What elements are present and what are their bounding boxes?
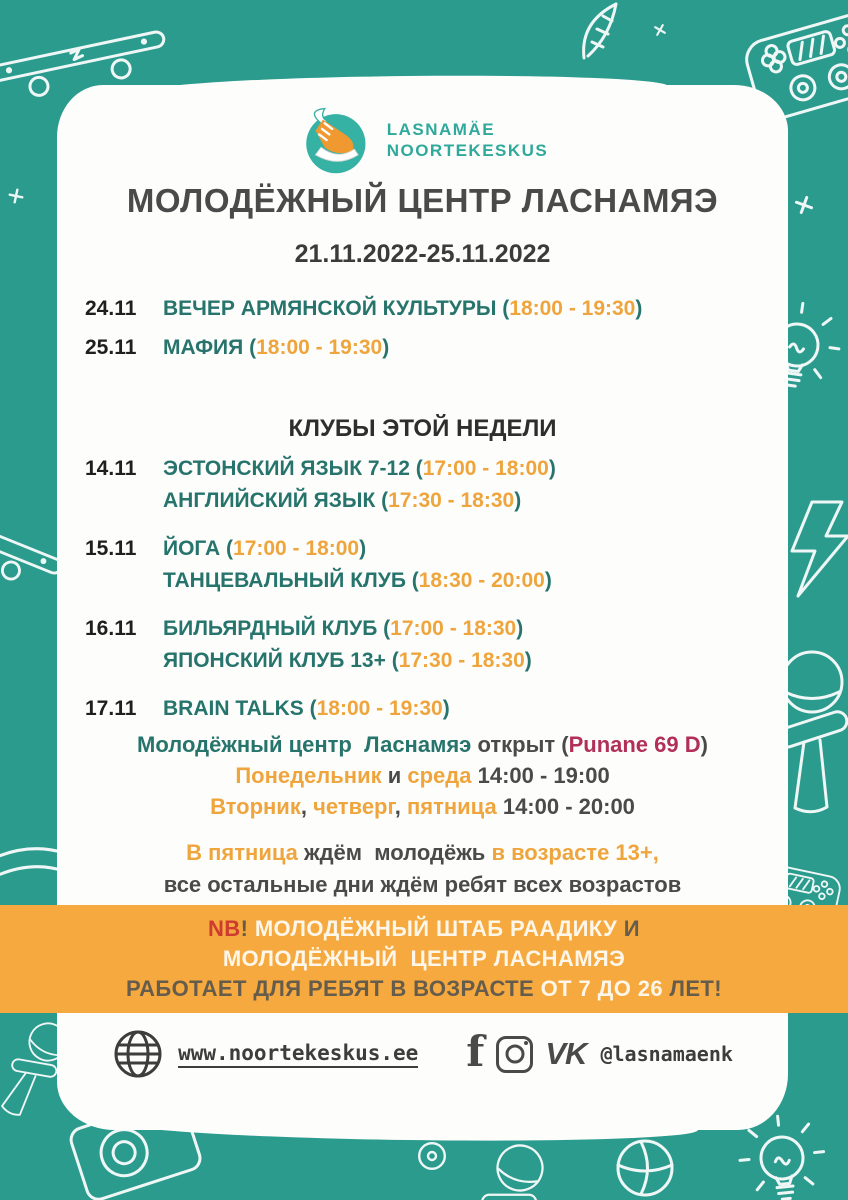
schedule-time: 18:00 - 19:30 [316, 697, 443, 720]
text-segment: среда [407, 763, 472, 788]
schedule-paren: ) [359, 537, 367, 560]
text-segment: и [381, 763, 408, 788]
schedule-paren: ( [226, 537, 234, 560]
schedule-time: 18:00 - 19:30 [256, 336, 383, 359]
schedule-title: ЙОГА [163, 537, 227, 560]
text-line [57, 760, 788, 791]
schedule-time: 17:30 - 18:30 [388, 489, 515, 512]
schedule-title: ЯПОНСКИЙ КЛУБ 13+ [163, 649, 392, 672]
text-segment: ждём молодёжь [297, 840, 492, 865]
basketball-doodle [618, 1141, 672, 1195]
sneaker-logo-icon [297, 103, 371, 177]
instagram-icon[interactable] [496, 1036, 533, 1073]
notice-banner [0, 905, 848, 1013]
schedule-paren: ) [516, 617, 524, 640]
age-note [57, 837, 788, 901]
text-line [57, 837, 788, 869]
schedule-entry [163, 293, 775, 325]
clubs-list [85, 453, 775, 725]
logo-line1: LASNAMÄE [386, 120, 496, 139]
logo [57, 103, 788, 177]
text-segment: ! [240, 916, 255, 941]
text-segment: открыт ( [471, 732, 569, 757]
schedule-title: ЭСТОНСКИЙ ЯЗЫК 7-12 [163, 457, 416, 480]
schedule-paren: ( [391, 649, 399, 672]
website-link[interactable]: www.noortekeskus.ee [178, 1041, 418, 1068]
text-segment: , [394, 794, 407, 819]
schedule-paren: ( [381, 489, 389, 512]
schedule-entry [163, 693, 775, 725]
schedule-date: 15.11 [85, 537, 137, 560]
social-icons [466, 1027, 587, 1076]
social-handle-link[interactable]: @lasnamaenk [600, 1042, 733, 1066]
schedule-paren: ( [249, 336, 257, 359]
text-line [57, 791, 788, 822]
schedule-row [85, 613, 775, 677]
schedule-time: 17:30 - 18:30 [398, 649, 525, 672]
opening-hours-info [57, 729, 788, 822]
schedule-row [85, 693, 775, 725]
schedule-paren: ) [514, 489, 522, 512]
clubs-section-heading: КЛУБЫ ЭТОЙ НЕДЕЛИ [288, 415, 557, 442]
text-line [0, 944, 848, 974]
schedule-title: ВЕЧЕР АРМЯНСКОЙ КУЛЬТУРЫ [163, 297, 503, 320]
schedule-paren: ( [309, 697, 317, 720]
schedule-time: 17:00 - 18:30 [390, 617, 517, 640]
text-segment: И [623, 916, 640, 941]
text-line [0, 914, 848, 944]
schedule-title: АНГЛИЙСКИЙ ЯЗЫК [163, 489, 382, 512]
text-segment: Вторник [210, 794, 301, 819]
page-title: МОЛОДЁЖНЫЙ ЦЕНТР ЛАСНАМЯЭ [126, 182, 719, 219]
schedule-time: 18:00 - 19:30 [509, 297, 636, 320]
schedule-time: 17:00 - 18:00 [233, 537, 360, 560]
text-segment: МОЛОДЁЖНЫЙ ШТАБ РААДИКУ [254, 916, 624, 941]
facebook-icon[interactable]: f [466, 1027, 485, 1076]
schedule-title: МАФИЯ [163, 336, 250, 359]
week-date-range: 21.11.2022-25.11.2022 [294, 240, 551, 268]
text-segment: РАБОТАЕТ ДЛЯ РЕБЯТ В ВОЗРАСТЕ [126, 976, 541, 1001]
events-list [85, 293, 775, 364]
schedule-paren: ) [544, 569, 552, 592]
schedule-entry [163, 613, 775, 645]
text-line [57, 869, 788, 901]
schedule-date: 16.11 [85, 617, 137, 640]
text-line [0, 974, 848, 1004]
schedule-paren: ) [548, 457, 556, 480]
schedule-time: 18:30 - 20:00 [418, 569, 545, 592]
schedule-time: 17:00 - 18:00 [422, 457, 549, 480]
text-segment: в возрасте 13+, [491, 840, 659, 865]
schedule-row [85, 332, 775, 364]
schedule-entry [163, 533, 775, 565]
text-segment: ) [700, 732, 708, 757]
schedule-entry [163, 485, 775, 517]
schedule-paren: ( [411, 569, 419, 592]
text-segment: пятница [406, 794, 497, 819]
schedule-row [85, 453, 775, 517]
schedule-date: 17.11 [85, 697, 137, 720]
schedule-row [85, 293, 775, 325]
text-segment: Punane 69 D [568, 732, 701, 757]
schedule-paren: ) [382, 336, 390, 359]
schedule-paren: ) [442, 697, 450, 720]
schedule-date: 24.11 [85, 297, 137, 320]
text-segment: , [300, 794, 314, 819]
text-segment: NB [208, 916, 241, 941]
text-segment: МОЛОДЁЖНЫЙ ЦЕНТР ЛАСНАМЯЭ [222, 946, 626, 971]
text-segment: Понедельник [235, 763, 382, 788]
schedule-date: 25.11 [85, 336, 137, 359]
kendama-doodle [464, 1138, 554, 1200]
globe-icon [112, 1028, 164, 1080]
schedule-title: БИЛЬЯРДНЫЙ КЛУБ [163, 617, 384, 640]
schedule-title: ТАНЦЕВАЛЬНЫЙ КЛУБ [163, 569, 412, 592]
text-segment: ОТ 7 ДО 26 [540, 976, 670, 1001]
feather-doodle [584, 4, 616, 58]
schedule-paren: ) [524, 649, 532, 672]
schedule-paren: ( [415, 457, 423, 480]
wheel-doodle [419, 1143, 445, 1169]
schedule-entry [163, 645, 775, 677]
logo-line2: NOORTEKESKUS [386, 141, 549, 160]
schedule-paren: ) [635, 297, 643, 320]
sparkle-doodle [8, 188, 23, 203]
sparkle-doodle [652, 22, 667, 37]
text-segment: 14:00 - 19:00 [471, 763, 610, 788]
schedule-entry [163, 332, 775, 364]
footer [57, 1028, 788, 1080]
skateboard-doodle [0, 497, 64, 595]
text-segment: четверг [313, 794, 395, 819]
text-segment: 14:00 - 20:00 [496, 794, 635, 819]
text-segment: В пятница [186, 840, 298, 865]
text-line [57, 729, 788, 760]
sparkle-doodle [794, 195, 815, 216]
schedule-title: BRAIN TALKS [163, 697, 310, 720]
schedule-paren: ( [383, 617, 391, 640]
schedule-date: 14.11 [85, 457, 137, 480]
schedule-paren: ( [502, 297, 510, 320]
text-segment: ЛЕТ! [669, 976, 722, 1001]
vk-icon[interactable]: VK [545, 1036, 587, 1071]
lightning-doodle [792, 502, 848, 596]
logo-wordmark [387, 119, 549, 161]
schedule-entry [163, 565, 775, 597]
schedule-row [85, 533, 775, 597]
text-segment: Молодёжный центр Ласнамяэ [137, 732, 472, 757]
schedule-entry [163, 453, 775, 485]
text-segment: все остальные дни ждём ребят всех возрастов [163, 872, 682, 897]
